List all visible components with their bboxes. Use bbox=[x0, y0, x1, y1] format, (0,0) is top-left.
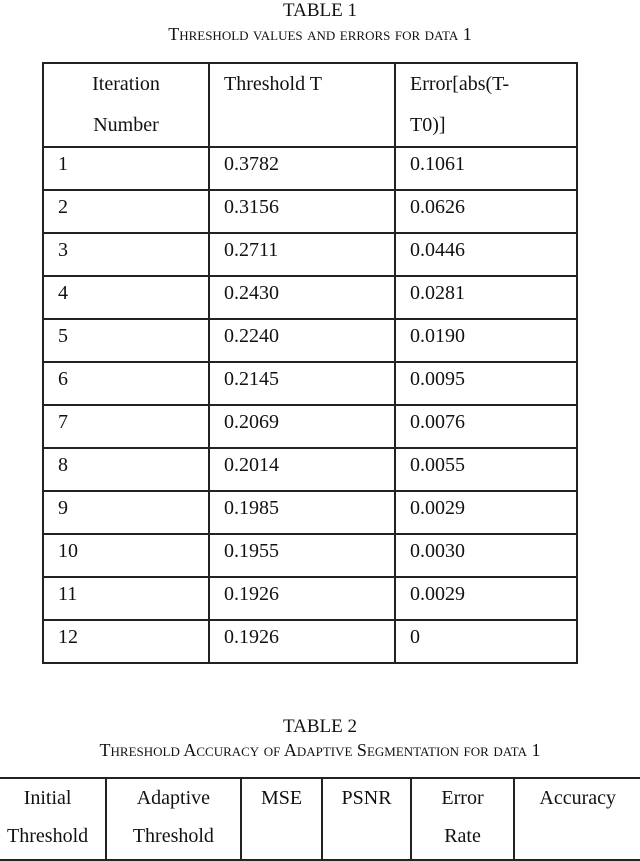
table2-header-cell bbox=[106, 778, 240, 860]
table-row bbox=[43, 233, 577, 276]
header-text: Iteration bbox=[92, 73, 160, 95]
cell-error: 0.0030 bbox=[395, 534, 577, 577]
cell-threshold: 0.2430 bbox=[209, 276, 395, 319]
cell-error: 0 bbox=[395, 620, 577, 663]
table-row bbox=[43, 319, 577, 362]
cell-error: 0.0029 bbox=[395, 491, 577, 534]
cell-error: 0.0095 bbox=[395, 362, 577, 405]
header-iteration-number bbox=[43, 63, 209, 147]
table2-caption: Threshold Accuracy of Adaptive Segmentation for data 1 bbox=[99, 740, 541, 760]
header-text: Initial bbox=[23, 787, 72, 809]
cell-error: 0.0076 bbox=[395, 405, 577, 448]
table-row bbox=[43, 534, 577, 577]
table-row bbox=[43, 147, 577, 190]
cell-threshold: 0.1955 bbox=[209, 534, 395, 577]
cell-iteration: 6 bbox=[43, 362, 209, 405]
cell-iteration: 3 bbox=[43, 233, 209, 276]
cell-iteration: 8 bbox=[43, 448, 209, 491]
table-row bbox=[43, 362, 577, 405]
cell-iteration: 4 bbox=[43, 276, 209, 319]
header-text: PSNR bbox=[341, 787, 392, 809]
header-text: T0)] bbox=[410, 114, 446, 136]
table-row bbox=[43, 276, 577, 319]
cell-error: 0.0446 bbox=[395, 233, 577, 276]
cell-threshold: 0.2711 bbox=[209, 233, 395, 276]
cell-error: 0.0626 bbox=[395, 190, 577, 233]
cell-threshold: 0.2014 bbox=[209, 448, 395, 491]
header-text: Threshold bbox=[7, 825, 89, 847]
table-header-row bbox=[43, 63, 577, 147]
table-row bbox=[43, 491, 577, 534]
table1-title: TABLE 1 bbox=[283, 0, 357, 21]
header-text: MSE bbox=[260, 787, 303, 809]
header-text: Rate bbox=[444, 825, 481, 847]
cell-error: 0.0055 bbox=[395, 448, 577, 491]
cell-threshold: 0.2069 bbox=[209, 405, 395, 448]
cell-iteration: 10 bbox=[43, 534, 209, 577]
cell-threshold: 0.2145 bbox=[209, 362, 395, 405]
table2-title: TABLE 2 bbox=[283, 716, 357, 737]
cell-threshold: 0.2240 bbox=[209, 319, 395, 362]
cell-iteration: 11 bbox=[43, 577, 209, 620]
header-text: Error bbox=[441, 787, 484, 809]
table2 bbox=[0, 777, 640, 861]
header-text: Accuracy bbox=[539, 787, 617, 809]
table-row bbox=[43, 448, 577, 491]
table1 bbox=[42, 62, 578, 664]
cell-iteration: 5 bbox=[43, 319, 209, 362]
cell-threshold: 0.3156 bbox=[209, 190, 395, 233]
table2-header-cell bbox=[241, 778, 323, 860]
cell-error: 0.0190 bbox=[395, 319, 577, 362]
table-row bbox=[43, 405, 577, 448]
table-row bbox=[43, 190, 577, 233]
table-row bbox=[43, 577, 577, 620]
cell-threshold: 0.1926 bbox=[209, 577, 395, 620]
table-header-row bbox=[0, 778, 640, 860]
header-text: Threshold T bbox=[224, 73, 322, 95]
cell-threshold: 0.1985 bbox=[209, 491, 395, 534]
header-threshold bbox=[209, 63, 395, 147]
cell-iteration: 9 bbox=[43, 491, 209, 534]
cell-error: 0.0029 bbox=[395, 577, 577, 620]
table2-header-cell bbox=[514, 778, 640, 860]
table2-header-cell bbox=[0, 778, 106, 860]
header-text: Error[abs(T- bbox=[410, 73, 510, 95]
header-error bbox=[395, 63, 577, 147]
table-row bbox=[43, 620, 577, 663]
header-text: Number bbox=[93, 114, 159, 136]
cell-error: 0.1061 bbox=[395, 147, 577, 190]
cell-iteration: 12 bbox=[43, 620, 209, 663]
cell-threshold: 0.3782 bbox=[209, 147, 395, 190]
header-text: Threshold bbox=[132, 825, 214, 847]
table1-caption: Threshold values and errors for data 1 bbox=[168, 24, 472, 44]
cell-threshold: 0.1926 bbox=[209, 620, 395, 663]
table2-header-cell bbox=[411, 778, 515, 860]
header-text: Adaptive bbox=[136, 787, 211, 809]
table2-header-cell bbox=[322, 778, 410, 860]
cell-iteration: 7 bbox=[43, 405, 209, 448]
cell-iteration: 1 bbox=[43, 147, 209, 190]
cell-error: 0.0281 bbox=[395, 276, 577, 319]
cell-iteration: 2 bbox=[43, 190, 209, 233]
